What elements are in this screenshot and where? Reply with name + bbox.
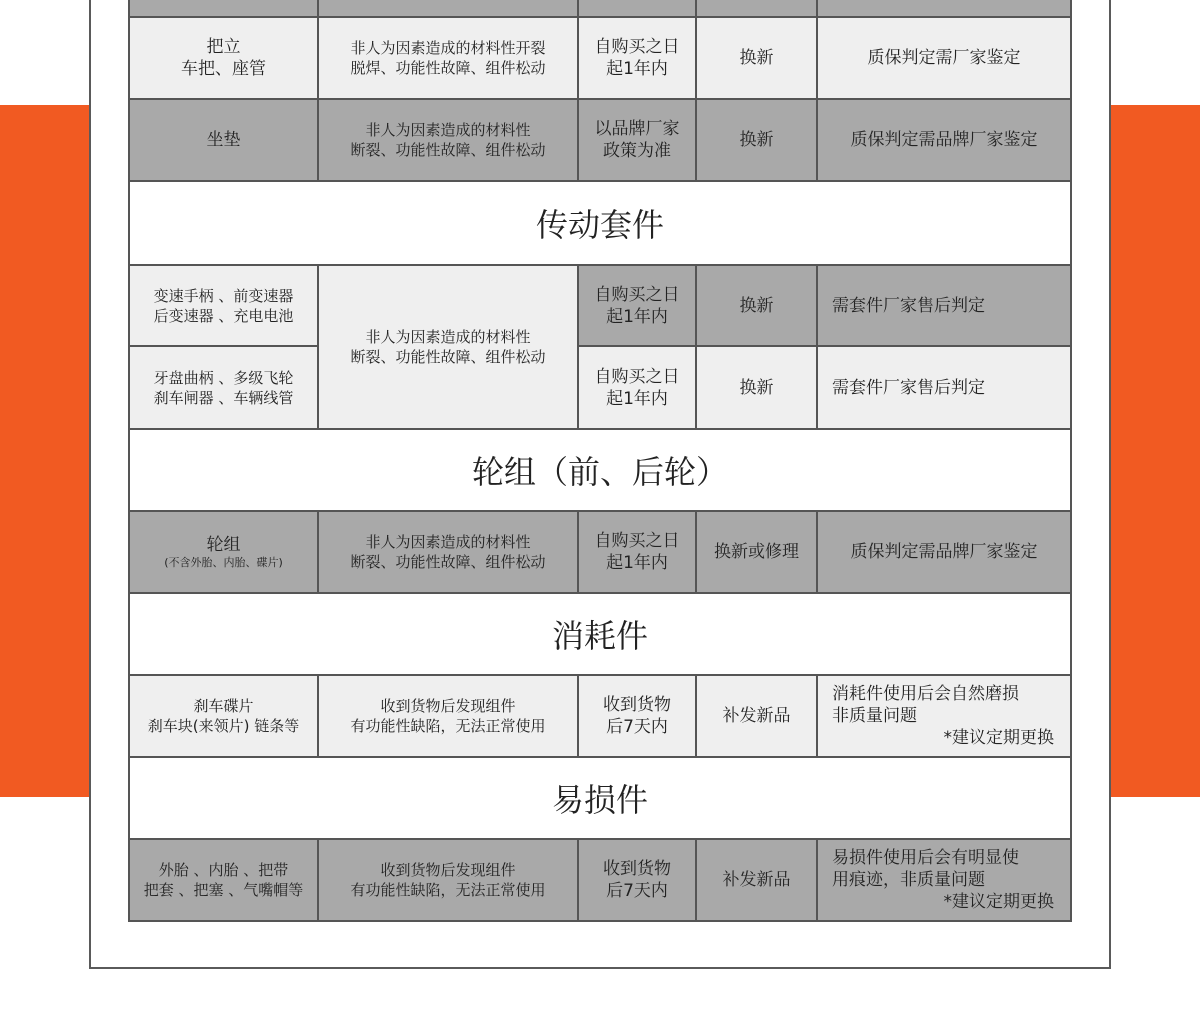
note-main: 消耗件使用后会自然磨损 非质量问题 — [832, 684, 1019, 726]
part-cell: 牙盘曲柄 、多级飞轮 刹车闸器 、车辆线管 — [128, 347, 317, 430]
drivetrain-group — [128, 264, 1072, 430]
part-sublabel: (不含外胎、内胎、碟片) — [164, 556, 283, 569]
remedy-cell: 换新 — [695, 264, 816, 347]
section-heading-wheels: 轮组（前、后轮） — [128, 430, 1072, 512]
section-heading-consumables: 消耗件 — [128, 594, 1072, 676]
remedy-cell: 换新 — [695, 16, 816, 100]
condition-cell: 收到货物后发现组件 有功能性缺陷，无法正常使用 — [317, 840, 577, 922]
note-cell: 质保判定需品牌厂家鉴定 — [816, 100, 1072, 182]
note-cell: 需套件厂家售后判定 — [816, 347, 1072, 430]
remedy-cell: 补发新品 — [695, 840, 816, 922]
period-cell: 自购买之日 起1年内 — [577, 512, 695, 594]
note-cell — [816, 840, 1072, 922]
remedy-cell: 换新 — [695, 100, 816, 182]
condition-cell: 非人为因素造成的材料性开裂 脱焊、功能性故障、组件松动 — [317, 16, 577, 100]
orange-side-bar-right — [1111, 105, 1200, 797]
condition-cell: 非人为因素造成的材料性 断裂、功能性故障、组件松动 — [317, 512, 577, 594]
part-label: 轮组 — [206, 535, 241, 555]
part-cell: 坐垫 — [128, 100, 317, 182]
part-cell: 变速手柄 、前变速器 后变速器 、充电电池 — [128, 264, 317, 347]
table-row-consumables — [128, 676, 1072, 758]
remedy-cell: 换新 — [695, 347, 816, 430]
note-cell — [816, 676, 1072, 758]
period-cell: 收到货物 后7天内 — [577, 676, 695, 758]
section-heading-wearparts: 易损件 — [128, 758, 1072, 840]
table-row-wheels — [128, 512, 1072, 594]
note-cell: 需套件厂家售后判定 — [816, 264, 1072, 347]
period-cell: 以品牌厂家 政策为准 — [577, 100, 695, 182]
period-cell: 自购买之日 起1年内 — [577, 264, 695, 347]
period-cell: 自购买之日 起1年内 — [577, 16, 695, 100]
note-tip: *建议定期更换 — [943, 728, 1054, 748]
part-cell: 把立 车把、座管 — [128, 16, 317, 100]
condition-cell: 非人为因素造成的材料性 断裂、功能性故障、组件松动 — [317, 100, 577, 182]
period-cell: 收到货物 后7天内 — [577, 840, 695, 922]
condition-cell: 收到货物后发现组件 有功能性缺陷，无法正常使用 — [317, 676, 577, 758]
remedy-cell: 补发新品 — [695, 676, 816, 758]
condition-cell: 非人为因素造成的材料性 断裂、功能性故障、组件松动 — [317, 264, 577, 430]
table-row-wearparts — [128, 840, 1072, 922]
period-cell: 自购买之日 起1年内 — [577, 347, 695, 430]
section-heading-drivetrain: 传动套件 — [128, 182, 1072, 266]
table-row-saddle — [128, 100, 1072, 182]
remedy-cell: 换新或修理 — [695, 512, 816, 594]
table-row-handlebar — [128, 16, 1072, 100]
note-cell: 质保判定需品牌厂家鉴定 — [816, 512, 1072, 594]
part-cell — [128, 512, 317, 594]
note-main: 易损件使用后会有明显使 用痕迹，非质量问题 — [832, 848, 1019, 890]
part-cell: 外胎 、内胎 、把带 把套 、把塞 、气嘴帽等 — [128, 840, 317, 922]
orange-side-bar-left — [0, 105, 89, 797]
note-tip: *建议定期更换 — [943, 892, 1054, 912]
note-cell: 质保判定需厂家鉴定 — [816, 16, 1072, 100]
part-cell: 刹车碟片 刹车块(来领片) 链条等 — [128, 676, 317, 758]
